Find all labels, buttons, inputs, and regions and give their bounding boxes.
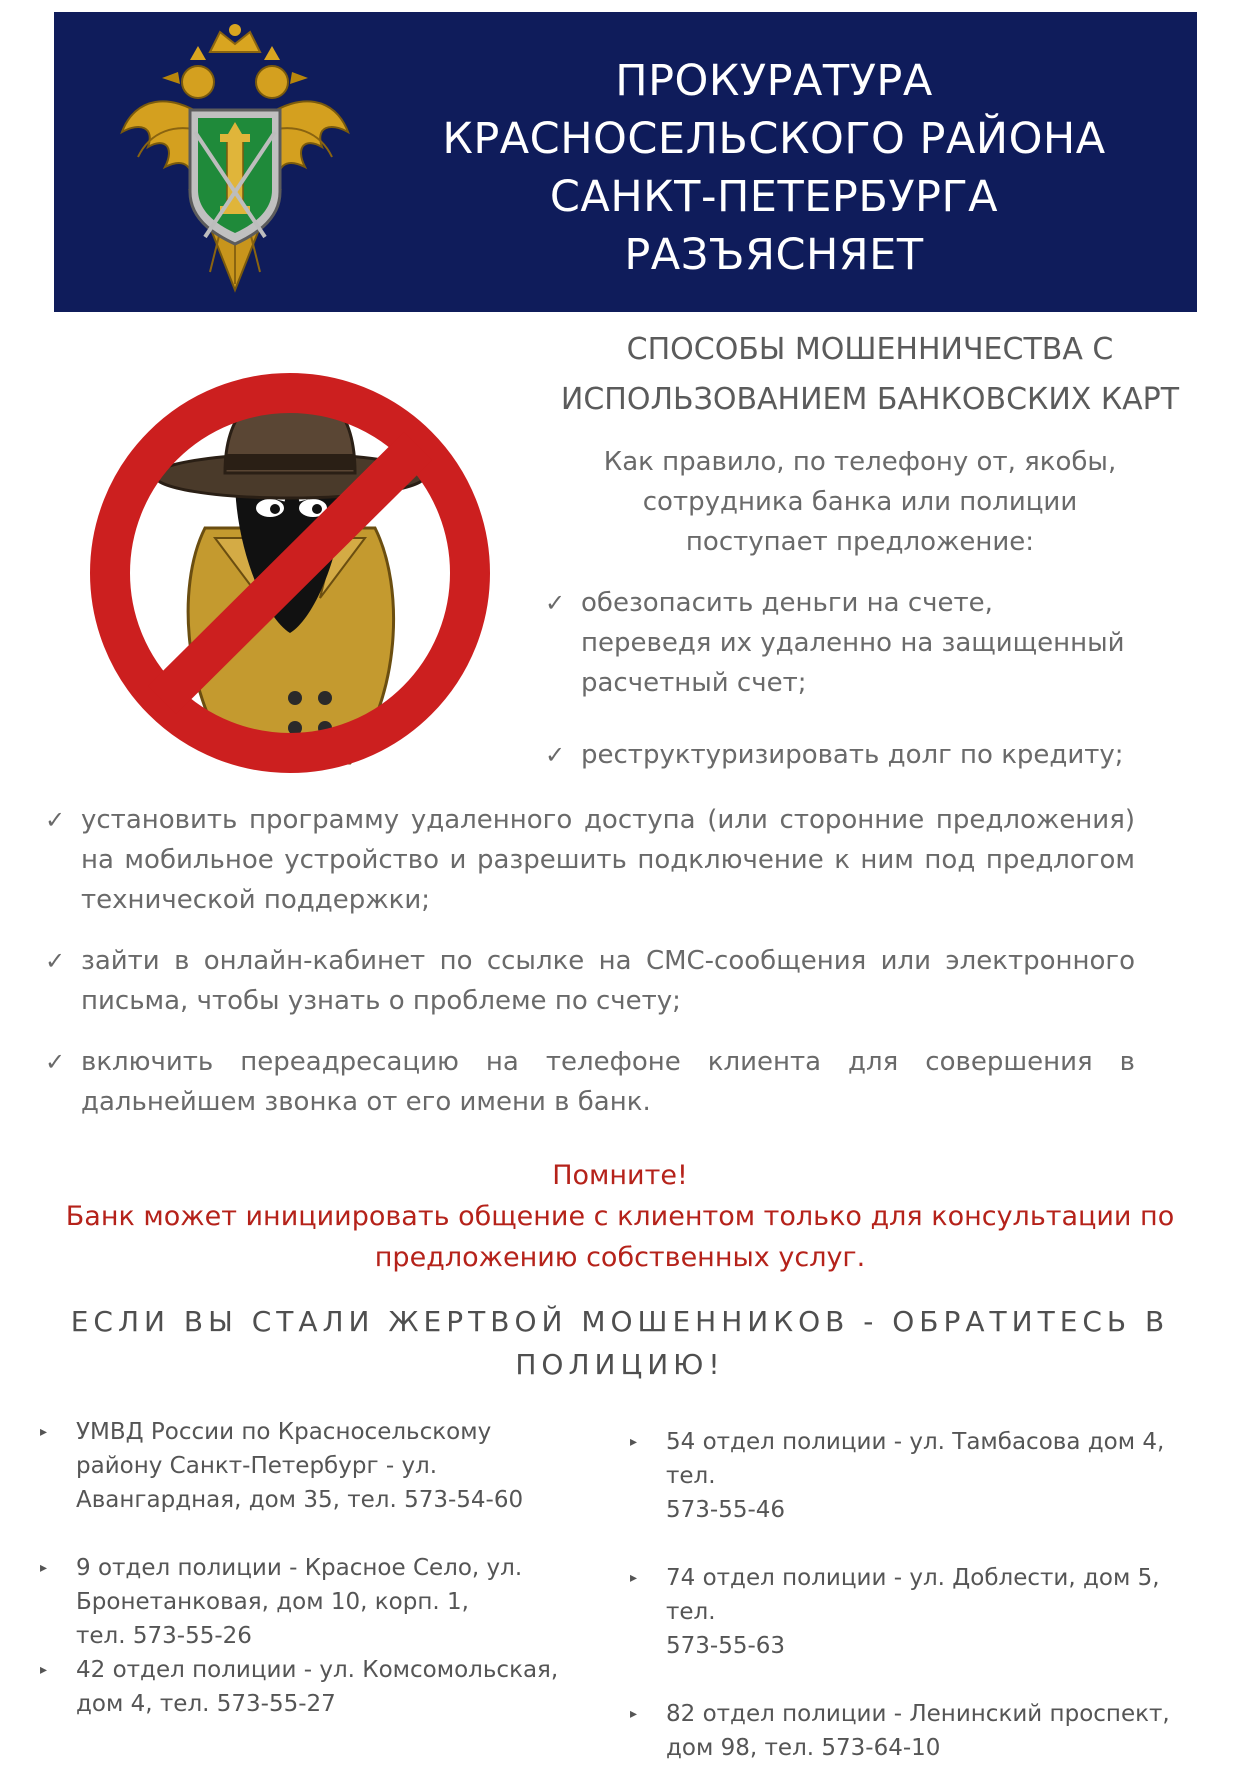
list-item-line: переведя их удаленно на защищенный — [581, 628, 1125, 658]
header-title-line: САНКТ-ПЕТЕРБУРГА — [549, 172, 999, 222]
list-item-text: зайти в онлайн-кабинет по ссылке на СМС-сообщения или электронного письма, чтобы узнать о проблеме по счету; — [81, 946, 1135, 1016]
prosecutor-emblem-icon — [110, 22, 360, 302]
header-title-line: КРАСНОСЕЛЬСКОГО РАЙОНА — [442, 114, 1106, 164]
list-item — [45, 941, 1135, 1021]
contact-line: 82 отдел полиции - Ленинский проспект, — [666, 1701, 1170, 1727]
list-item — [45, 1042, 1135, 1122]
contacts-left — [40, 1415, 560, 1721]
contact-line: 9 отдел полиции - Красное Село, ул. — [76, 1555, 523, 1581]
intro-text — [560, 442, 1160, 562]
section-title-line: ИСПОЛЬЗОВАНИЕМ БАНКОВСКИХ КАРТ — [560, 382, 1180, 417]
header-title-line: ПРОКУРАТУРА — [615, 56, 933, 106]
list-item — [45, 800, 1135, 920]
intro-line: Как правило, по телефону от, якобы, — [603, 447, 1117, 477]
contact-line: дом 98, тел. 573-64-10 — [666, 1735, 941, 1761]
reminder-heading: Помните! — [552, 1160, 688, 1191]
list-item-line: реструктуризировать долг по кредиту; — [581, 740, 1124, 770]
contact-line: УМВД России по Красносельскому — [76, 1419, 492, 1445]
list-item-text: включить переадресацию на телефоне клиента для совершения в дальнейшем звонка от его имени в банк. — [81, 1047, 1135, 1117]
cta-line: ЕСЛИ ВЫ СТАЛИ ЖЕРТВОЙ МОШЕННИКОВ - ОБРАТИТЕСЬ В — [70, 1305, 1170, 1338]
contact-item — [40, 1415, 560, 1517]
contact-item — [630, 1561, 1210, 1663]
contact-line: 42 отдел полиции - ул. Комсомольская, — [76, 1657, 559, 1683]
reminder-line: предложению собственных услуг. — [374, 1242, 866, 1273]
check-icon: ✓ — [545, 589, 566, 617]
reminder-block — [40, 1155, 1200, 1278]
contact-item — [40, 1653, 560, 1721]
contact-line: 74 отдел полиции - ул. Доблести, дом 5, тел. — [666, 1565, 1160, 1625]
bullet-arrow-icon: ▸ — [40, 1424, 48, 1440]
list-item-text: установить программу удаленного доступа (или сторонние предложения) на мобильное устройство и разрешить подключение к ним под предлогом технической поддержки; — [81, 805, 1135, 915]
contact-line: Авангардная, дом 35, тел. 573-54-60 — [76, 1487, 524, 1513]
header-title — [394, 52, 1154, 284]
intro-line: сотрудника банка или полиции — [642, 487, 1078, 517]
reminder-line: Банк может инициировать общение с клиентом только для консультации по — [65, 1201, 1175, 1232]
contact-line: 573-55-63 — [666, 1633, 786, 1659]
list-item — [545, 583, 1165, 703]
check-icon: ✓ — [545, 741, 566, 769]
methods-list-full — [45, 800, 1135, 1122]
contact-line: тел. 573-55-26 — [76, 1623, 252, 1649]
header-banner — [54, 12, 1197, 312]
contact-item — [630, 1697, 1210, 1765]
bullet-arrow-icon: ▸ — [630, 1570, 638, 1586]
bullet-arrow-icon: ▸ — [630, 1434, 638, 1450]
methods-list-right — [545, 583, 1165, 775]
police-call-to-action — [60, 1300, 1180, 1386]
intro-line: поступает предложение: — [685, 527, 1035, 557]
contact-line: 573-55-46 — [666, 1497, 786, 1523]
prohibited-fraudster-icon — [85, 368, 495, 778]
check-icon: ✓ — [45, 947, 66, 975]
bullet-arrow-icon: ▸ — [630, 1706, 638, 1722]
check-icon: ✓ — [45, 806, 66, 834]
bullet-arrow-icon: ▸ — [40, 1662, 48, 1678]
contact-line: 54 отдел полиции - ул. Тамбасова дом 4, тел. — [666, 1429, 1165, 1489]
list-item-line: расчетный счет; — [581, 668, 807, 698]
bullet-arrow-icon: ▸ — [40, 1560, 48, 1576]
contact-line: Бронетанковая, дом 10, корп. 1, — [76, 1589, 469, 1615]
list-item — [545, 735, 1165, 775]
contact-line: району Санкт-Петербург - ул. — [76, 1453, 438, 1479]
check-icon: ✓ — [45, 1048, 66, 1076]
section-title — [540, 325, 1200, 425]
contacts-right — [630, 1425, 1210, 1765]
cta-line: ПОЛИЦИЮ! — [515, 1348, 725, 1381]
contact-item — [40, 1551, 560, 1653]
list-item-line: обезопасить деньги на счете, — [581, 588, 993, 618]
contact-item — [630, 1425, 1210, 1527]
section-title-line: СПОСОБЫ МОШЕННИЧЕСТВА С — [626, 332, 1114, 367]
contact-line: дом 4, тел. 573-55-27 — [76, 1691, 336, 1717]
header-title-line: РАЗЪЯСНЯЕТ — [624, 230, 924, 280]
